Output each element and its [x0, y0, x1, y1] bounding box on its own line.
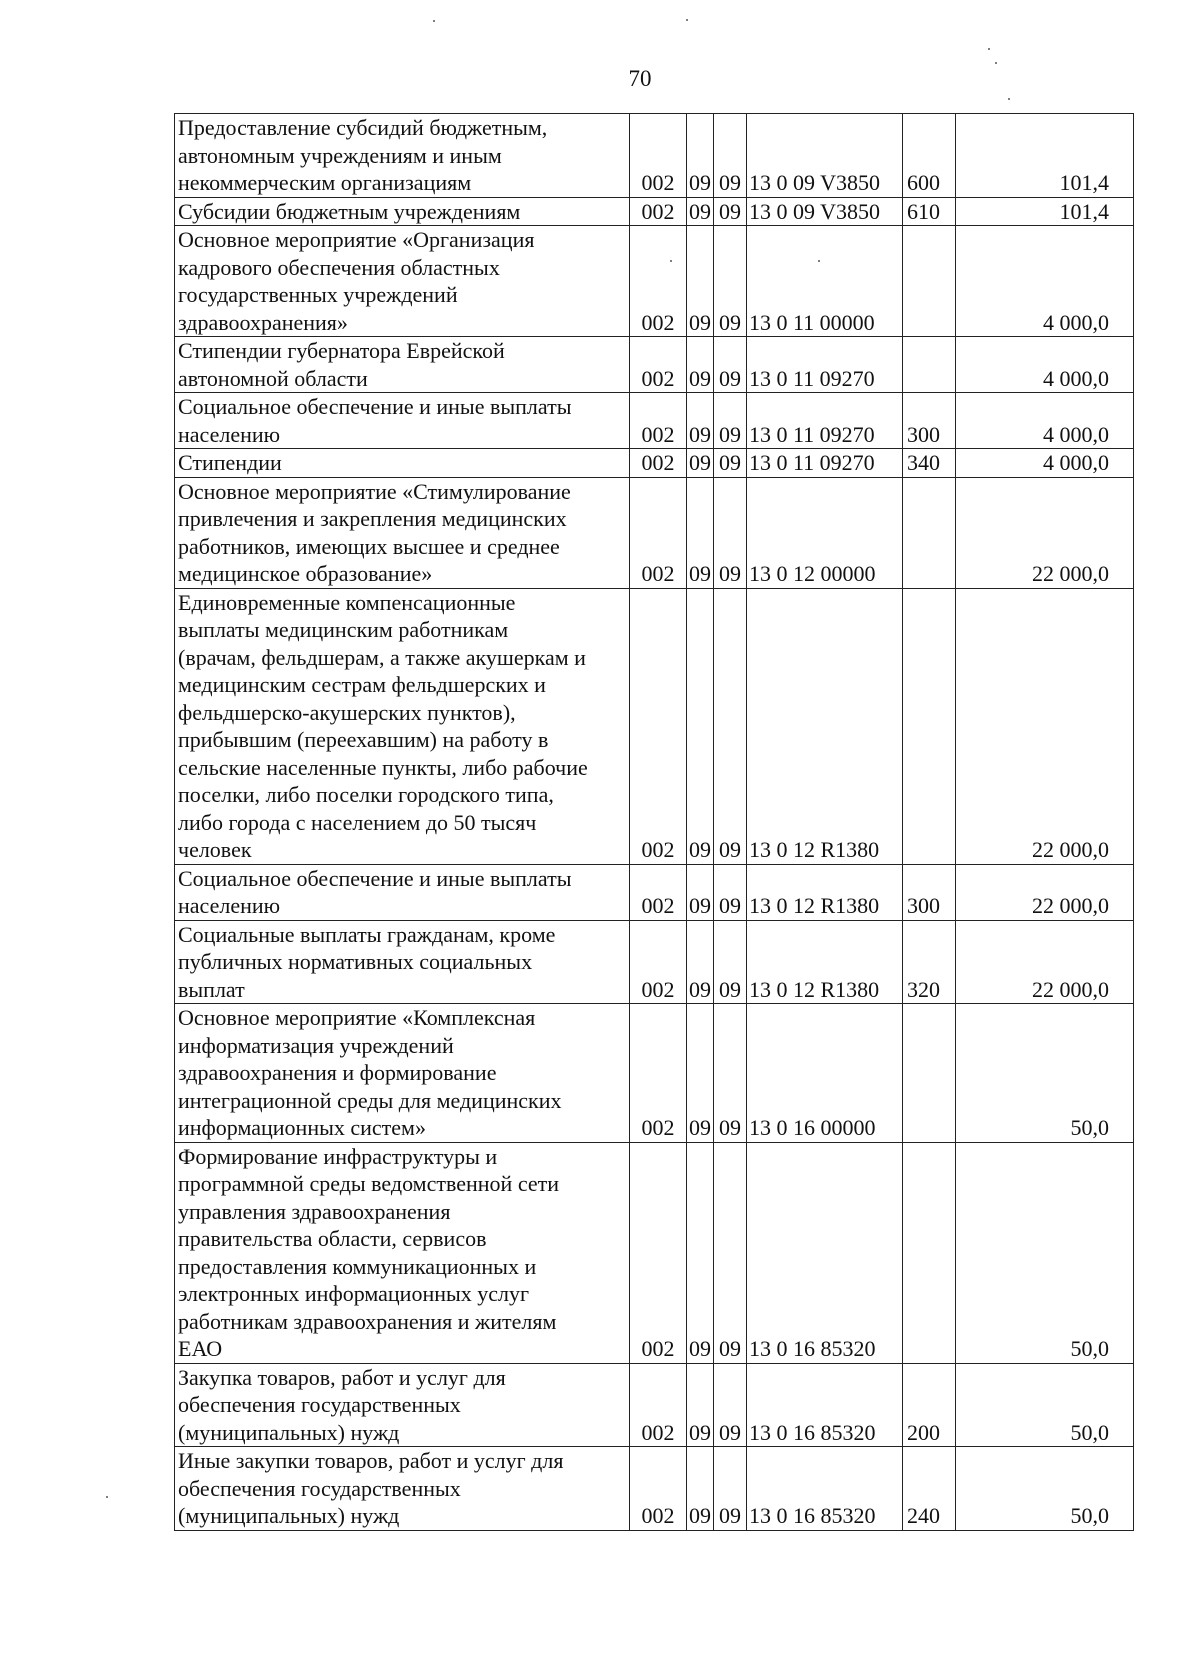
item-name-cell: Стипендии губернатора Еврейской автономной области	[175, 337, 630, 393]
section-code-cell: 09	[687, 1363, 714, 1447]
item-name-cell: Социальное обеспечение и иные выплаты населению	[175, 864, 630, 920]
subsection-code-cell: 09	[714, 1447, 747, 1531]
expense-type-code-cell	[903, 226, 956, 337]
table-row	[175, 197, 1134, 226]
item-name-cell: Формирование инфраструктуры и программной среды ведомственной сети управления здравоохранения правительства области, сервисов предоставления коммуникационных и электронных информационных услуг работникам здравоохранения и жителям ЕАО	[175, 1142, 630, 1363]
expense-type-code-cell	[903, 1004, 956, 1143]
item-name-cell: Единовременные компенсационные выплаты медицинским работникам (врачам, фельдшерам, а также акушеркам и медицинским сестрам фельдшерских и фельдшерско-акушерских пунктов), прибывшим (переехавшим) на работу в сельские населенные пункты, либо рабочие поселки, либо поселки городского типа, либо города с населением до 50 тысяч человек	[175, 588, 630, 864]
amount-cell: 22 000,0	[956, 588, 1134, 864]
item-name-cell: Основное мероприятие «Стимулирование привлечения и закрепления медицинских работников, имеющих высшее и среднее медицинское образование»	[175, 477, 630, 588]
subsection-code-cell: 09	[714, 920, 747, 1004]
target-item-code-cell: 13 0 11 00000	[747, 226, 903, 337]
admin-code-cell: 002	[630, 1142, 687, 1363]
scan-speck	[1008, 98, 1010, 100]
target-item-code-cell: 13 0 12 00000	[747, 477, 903, 588]
amount-cell: 22 000,0	[956, 477, 1134, 588]
target-item-code-cell: 13 0 09 V3850	[747, 114, 903, 198]
amount-cell: 50,0	[956, 1447, 1134, 1531]
expense-type-code-cell: 340	[903, 449, 956, 478]
table-row	[175, 588, 1134, 864]
subsection-code-cell: 09	[714, 588, 747, 864]
target-item-code-cell: 13 0 16 00000	[747, 1004, 903, 1143]
table-row	[175, 477, 1134, 588]
item-name-cell: Основное мероприятие «Комплексная информатизация учреждений здравоохранения и формирование интеграционной среды для медицинских информационных систем»	[175, 1004, 630, 1143]
table-row	[175, 114, 1134, 198]
amount-cell: 101,4	[956, 114, 1134, 198]
item-name-cell: Социальные выплаты гражданам, кроме публичных нормативных социальных выплат	[175, 920, 630, 1004]
section-code-cell: 09	[687, 114, 714, 198]
target-item-code-cell: 13 0 09 V3850	[747, 197, 903, 226]
scan-speck	[686, 19, 688, 21]
subsection-code-cell: 09	[714, 1004, 747, 1143]
section-code-cell: 09	[687, 864, 714, 920]
subsection-code-cell: 09	[714, 449, 747, 478]
section-code-cell: 09	[687, 226, 714, 337]
target-item-code-cell: 13 0 16 85320	[747, 1363, 903, 1447]
section-code-cell: 09	[687, 1447, 714, 1531]
table-row	[175, 226, 1134, 337]
scan-speck	[988, 48, 990, 50]
table-row	[175, 1447, 1134, 1531]
section-code-cell: 09	[687, 588, 714, 864]
expense-type-code-cell: 320	[903, 920, 956, 1004]
subsection-code-cell: 09	[714, 226, 747, 337]
budget-table	[174, 113, 1134, 1531]
subsection-code-cell: 09	[714, 1363, 747, 1447]
amount-cell: 101,4	[956, 197, 1134, 226]
expense-type-code-cell: 240	[903, 1447, 956, 1531]
subsection-code-cell: 09	[714, 1142, 747, 1363]
amount-cell: 4 000,0	[956, 337, 1134, 393]
expense-type-code-cell	[903, 477, 956, 588]
target-item-code-cell: 13 0 16 85320	[747, 1142, 903, 1363]
table-row	[175, 449, 1134, 478]
section-code-cell: 09	[687, 337, 714, 393]
section-code-cell: 09	[687, 1004, 714, 1143]
table-row	[175, 1363, 1134, 1447]
admin-code-cell: 002	[630, 864, 687, 920]
expense-type-code-cell: 610	[903, 197, 956, 226]
admin-code-cell: 002	[630, 920, 687, 1004]
expense-type-code-cell: 600	[903, 114, 956, 198]
target-item-code-cell: 13 0 11 09270	[747, 449, 903, 478]
table-row	[175, 337, 1134, 393]
subsection-code-cell: 09	[714, 337, 747, 393]
section-code-cell: 09	[687, 477, 714, 588]
amount-cell: 22 000,0	[956, 864, 1134, 920]
expense-type-code-cell: 300	[903, 864, 956, 920]
target-item-code-cell: 13 0 11 09270	[747, 393, 903, 449]
item-name-cell: Основное мероприятие «Организация кадрового обеспечения областных государственных учреждений здравоохранения»	[175, 226, 630, 337]
subsection-code-cell: 09	[714, 864, 747, 920]
scan-speck	[433, 20, 435, 22]
target-item-code-cell: 13 0 12 R1380	[747, 588, 903, 864]
section-code-cell: 09	[687, 1142, 714, 1363]
admin-code-cell: 002	[630, 449, 687, 478]
target-item-code-cell: 13 0 16 85320	[747, 1447, 903, 1531]
table-row	[175, 393, 1134, 449]
admin-code-cell: 002	[630, 114, 687, 198]
item-name-cell: Субсидии бюджетным учреждениям	[175, 197, 630, 226]
table-row	[175, 1142, 1134, 1363]
admin-code-cell: 002	[630, 1447, 687, 1531]
target-item-code-cell: 13 0 11 09270	[747, 337, 903, 393]
admin-code-cell: 002	[630, 588, 687, 864]
amount-cell: 22 000,0	[956, 920, 1134, 1004]
table-row	[175, 920, 1134, 1004]
amount-cell: 4 000,0	[956, 449, 1134, 478]
item-name-cell: Закупка товаров, работ и услуг для обеспечения государственных (муниципальных) нужд	[175, 1363, 630, 1447]
amount-cell: 4 000,0	[956, 393, 1134, 449]
scan-speck	[106, 1496, 108, 1498]
subsection-code-cell: 09	[714, 393, 747, 449]
item-name-cell: Предоставление субсидий бюджетным, автономным учреждениям и иным некоммерческим организациям	[175, 114, 630, 198]
admin-code-cell: 002	[630, 226, 687, 337]
subsection-code-cell: 09	[714, 114, 747, 198]
subsection-code-cell: 09	[714, 197, 747, 226]
section-code-cell: 09	[687, 920, 714, 1004]
amount-cell: 50,0	[956, 1142, 1134, 1363]
amount-cell: 50,0	[956, 1004, 1134, 1143]
admin-code-cell: 002	[630, 197, 687, 226]
section-code-cell: 09	[687, 393, 714, 449]
scan-speck	[670, 260, 672, 262]
scan-speck	[995, 62, 997, 64]
page-number: 70	[628, 66, 652, 91]
table-row	[175, 864, 1134, 920]
target-item-code-cell: 13 0 12 R1380	[747, 864, 903, 920]
item-name-cell: Социальное обеспечение и иные выплаты населению	[175, 393, 630, 449]
admin-code-cell: 002	[630, 1004, 687, 1143]
expense-type-code-cell	[903, 337, 956, 393]
section-code-cell: 09	[687, 197, 714, 226]
table-body	[175, 114, 1134, 1531]
admin-code-cell: 002	[630, 477, 687, 588]
section-code-cell: 09	[687, 449, 714, 478]
expense-type-code-cell: 200	[903, 1363, 956, 1447]
amount-cell: 4 000,0	[956, 226, 1134, 337]
scan-speck	[818, 260, 820, 262]
table-row	[175, 1004, 1134, 1143]
expense-type-code-cell	[903, 1142, 956, 1363]
admin-code-cell: 002	[630, 1363, 687, 1447]
item-name-cell: Иные закупки товаров, работ и услуг для обеспечения государственных (муниципальных) нужд	[175, 1447, 630, 1531]
expense-type-code-cell	[903, 588, 956, 864]
target-item-code-cell: 13 0 12 R1380	[747, 920, 903, 1004]
item-name-cell: Стипендии	[175, 449, 630, 478]
subsection-code-cell: 09	[714, 477, 747, 588]
admin-code-cell: 002	[630, 337, 687, 393]
amount-cell: 50,0	[956, 1363, 1134, 1447]
expense-type-code-cell: 300	[903, 393, 956, 449]
admin-code-cell: 002	[630, 393, 687, 449]
